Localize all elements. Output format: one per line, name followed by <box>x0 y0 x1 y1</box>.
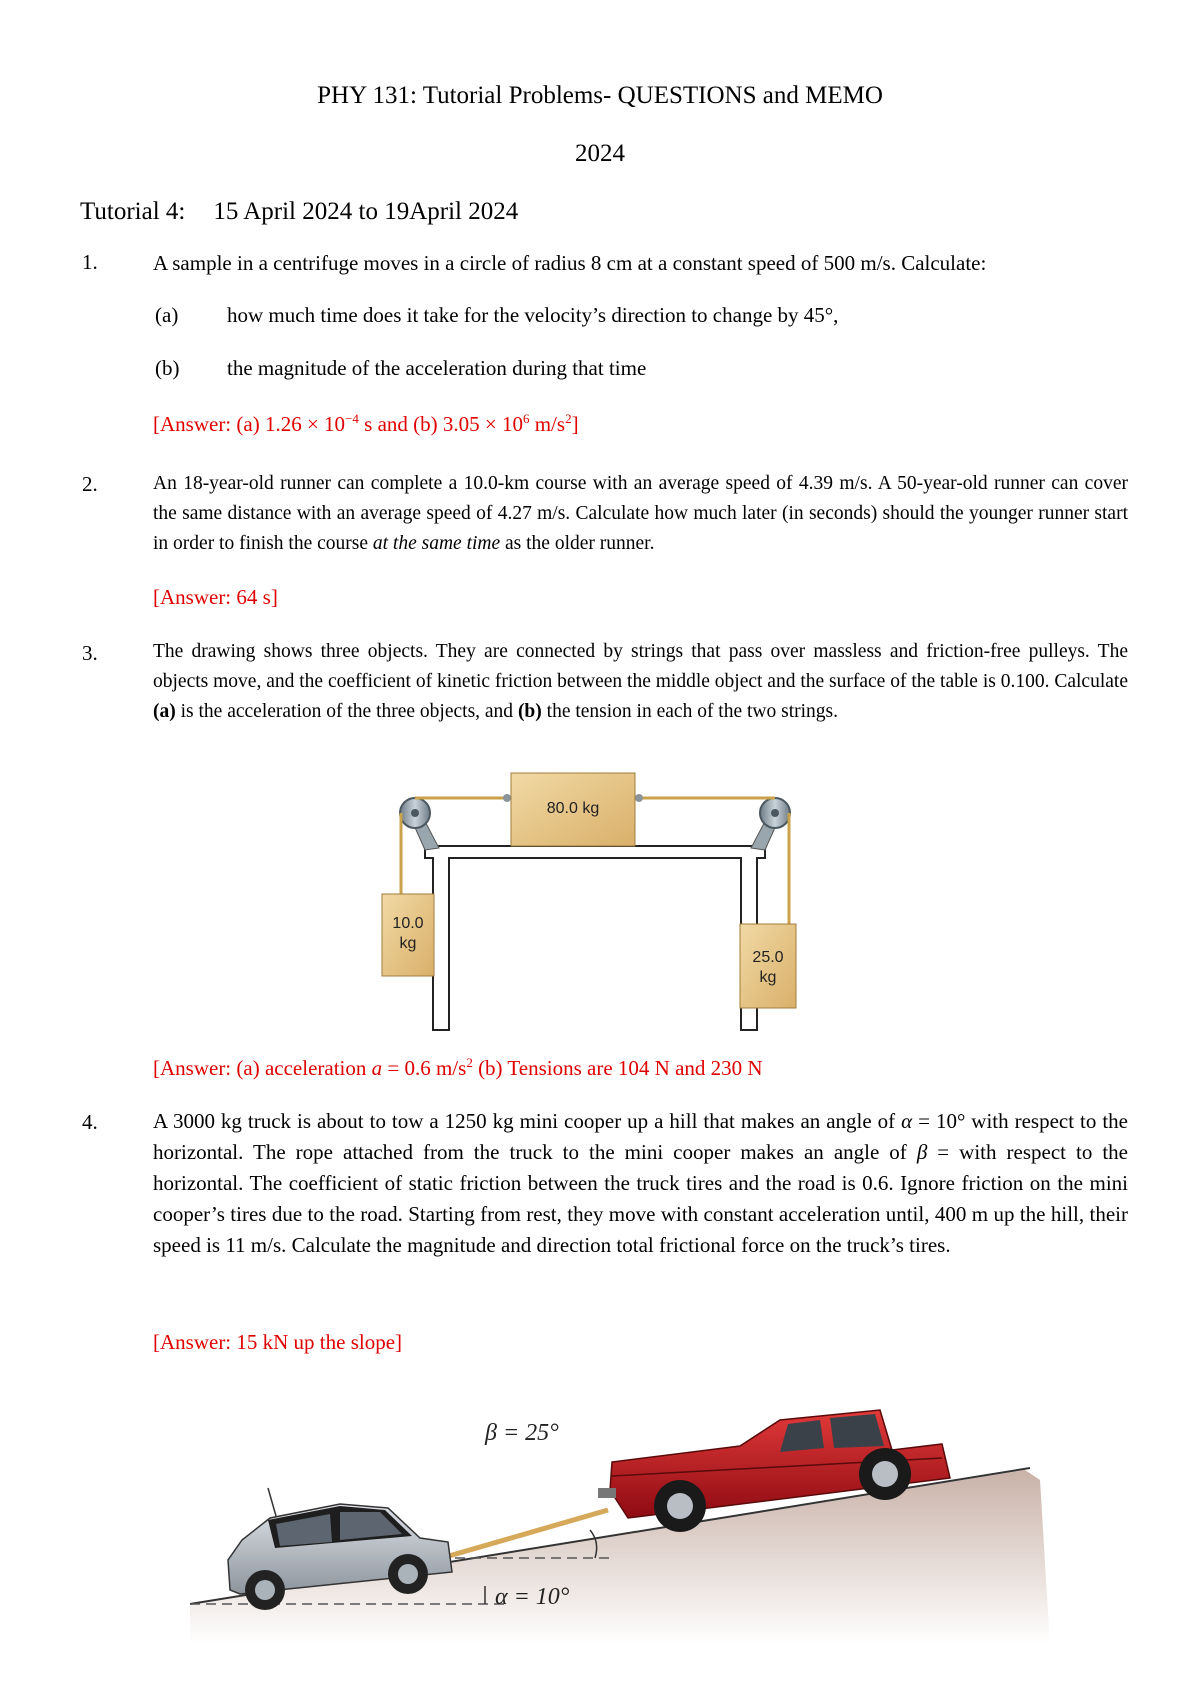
right-crate-text-1: 25.0 <box>752 949 784 966</box>
q1-a-text: how much time does it take for the velocity’s direction to change by 45°, <box>227 303 839 327</box>
left-crate-text-1: 10.0 <box>392 915 424 932</box>
q4-text-part: = 10° with respect to the horizontal. The rope attached from the truck to the mini cooper makes an angle of <box>153 1109 1128 1164</box>
q1-answer-part: ] <box>571 412 579 436</box>
q3-answer-variable: a <box>371 1056 383 1080</box>
q1-text: A sample in a centrifuge moves in a circle of radius 8 cm at a constant speed of 500 m/s. Calculate: <box>153 251 987 275</box>
q3-answer-part: = 0.6 m/s <box>382 1056 467 1080</box>
right-crate-figure <box>738 920 798 1012</box>
q2-text <box>153 469 1128 559</box>
q3-number: 3. <box>82 641 98 665</box>
beta-label: β = 25° <box>485 1420 559 1446</box>
q4-alpha-symbol: α <box>901 1109 913 1133</box>
pulley-figure <box>395 768 795 1033</box>
q3-answer-part: (b) Tensions are 104 N and 230 N <box>472 1056 763 1080</box>
q4-text <box>153 1106 1128 1261</box>
q2-text-part: An 18-year-old runner can complete a 10.0-km course with an average speed of 4.39 m/s. A 50-year-old runner can cover the same distance with an average speed of 4.27 m/s. Calculate how much later (in seconds) should the younger runner start in order to finish the course <box>153 473 1128 554</box>
q1-number: 1. <box>82 250 98 274</box>
q3-bold-a: (a) <box>153 701 176 722</box>
right-crate-box <box>740 924 796 1008</box>
tow-truck-figure <box>180 1390 1060 1650</box>
q2-answer: [Answer: 64 s] <box>153 585 278 609</box>
left-crate-figure <box>380 890 436 980</box>
q3-text-part: the tension in each of the two strings. <box>541 701 839 722</box>
page-year: 2024 <box>575 140 625 167</box>
q4-answer: [Answer: 15 kN up the slope] <box>153 1330 403 1354</box>
q3-answer <box>153 1055 763 1081</box>
page-title: PHY 131: Tutorial Problems- QUESTIONS and MEMO <box>317 82 883 109</box>
right-crate-text-2: kg <box>759 969 777 986</box>
tutorial-heading <box>80 198 518 226</box>
q3-answer-part: [Answer: (a) acceleration <box>153 1056 372 1080</box>
q4-text-part: = with respect to the horizontal. The coefficient of static friction between the truck tires and the road is 0.6. Ignore friction on the mini cooper’s tires due to the road. Starting from rest, they move with constant acceleration until, 400 m up the hill, their speed is 11 m/s. Calculate the magnitude and direction total frictional force on the truck’s tires. <box>153 1140 1128 1257</box>
q4-text-part: A 3000 kg truck is about to tow a 1250 kg mini cooper up a hill that makes an angle of <box>153 1109 902 1133</box>
table <box>425 846 765 1030</box>
q2-number: 2. <box>82 472 98 496</box>
q2-text-part: as the older runner. <box>500 533 655 554</box>
q4-beta-symbol: β <box>916 1140 928 1164</box>
q1-answer <box>153 411 579 437</box>
q1-answer-exponent: −4 <box>345 411 359 426</box>
q1-a-label: (a) <box>155 303 179 327</box>
tutorial-dates: 15 April 2024 to 19April 2024 <box>213 198 519 225</box>
q3-text-part: The drawing shows three objects. They are connected by strings that pass over massless and friction-free pulleys. The objects move, and the coefficient of kinetic friction between the middle object and the surface of the table is 0.100. Calculate <box>153 641 1128 692</box>
q1-answer-exponent: 6 <box>522 411 530 426</box>
q1-answer-exponent: 2 <box>565 411 572 426</box>
q3-text <box>153 637 1128 727</box>
middle-crate-label: 80.0 kg <box>546 800 600 817</box>
left-crate-text-2: kg <box>399 935 417 952</box>
q2-text-emphasis: at the same time <box>372 533 501 554</box>
q1-answer-part: s and (b) 3.05 × 10 <box>358 412 523 436</box>
q3-bold-b: (b) <box>517 701 542 722</box>
tutorial-label: Tutorial 4: <box>80 198 186 225</box>
q1-b-text: the magnitude of the acceleration during that time <box>227 356 647 380</box>
q3-text-part: is the acceleration of the three objects, and <box>175 701 518 722</box>
q1-b-label: (b) <box>155 356 180 380</box>
q1-answer-part: [Answer: (a) 1.26 × 10 <box>153 412 346 436</box>
q3-answer-exponent: 2 <box>466 1055 473 1070</box>
q4-number: 4. <box>82 1110 98 1134</box>
q1-answer-part: m/s <box>529 412 566 436</box>
alpha-label: α = 10° <box>495 1584 570 1610</box>
